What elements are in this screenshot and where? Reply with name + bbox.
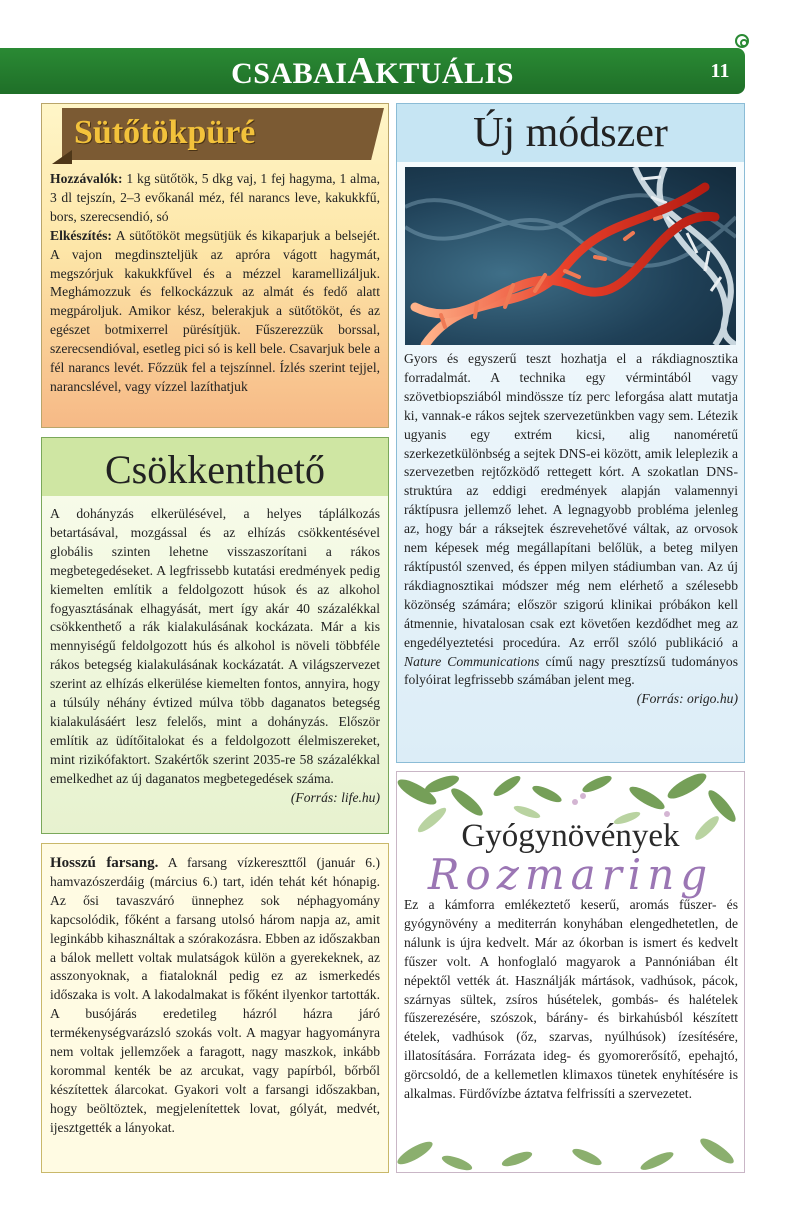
new-method-source: (Forrás: origo.hu) [636,691,738,707]
herbs-body: Ez a kámforra emlékeztető keserű, aromás fűszer- és gyógynövény a mediterrán konyhában elengedhetetlen, de nálunk is újra kedvelt. Már az ókorban is ismert és kedvelt fűszer volt. A honfoglaló magyarok a Pannóniában élt népektől vették át. Használják mártások, vadhúsok, pácok, szárnyas sültek, zsíros húsételek, gombás- és halételek fűszerezésére, szószok, bárány- és birkahúsból készített ételek, vadhúsok (őz, szarvas, nyúlhúsok) ízesítésére, illatosítására. Forrázata ideg- és gyomorerősítő, epehajtó, görcsoldó, de a kellemetlen klimaxos tünetek enyhítésére is alkalmas. Fürdővízbe áztatva felfrissíti a szervezetet. [404,897,738,1102]
carnival-body: Hosszú farsang. A farsang vízkereszttől (január 6.) hamvazószerdáig (március 6.) tart, idén tehát két hónapig. Az ősi tavaszváró ünnephez sok néphagyomány kapcsolódik, főként a farsang utolsó három napja az, amit leginkább kihasználtak a szórakozásra. Ebben az időszakban a bálok mellett voltak mulatságok külön a gyerekeknek, az asszonyoknak, a fiataloknál pedig ez az ismerkedés időszaka is volt. A lakodalmakat is főként ilyenkor tartották. A busójárás eredetileg házról házra járó termékenységvarázsló szokás volt. A magyar hagyományra nem voltak jellemzőek a faragott, nagy maszkok, inkább korommal kenték be az arcukat, vagy papírból, bőrből készítettek álarcokat. Gyakori volt a farsangi időszakban, hogy beöltöztek, megjelenítettek lovat, gólyát, medvét, ijesztgették a lányokat. [50,855,380,1135]
reduce-title: Csökkenthető [105,447,325,492]
herbs-title: Gyógynövények [461,818,680,854]
method: A sütőtököt megsütjük és kikaparjuk a belsejét. A vajon megdinszteljük az apróra vágott hagymát, megszórjuk kakukkfűvel és a mézzel karamellizáljuk. Meghámozzuk és felkockázzuk az almát és fedő alatt megpároljuk. Amikor kész, belerakjuk a sütőtököt, és az egészet botmixerrel pürésítjük. Fűszerezzük borssal, szerecsendióval, esetleg pici só is kell bele. Csavarjuk bele a fél narancs levét. Főzzük fel a tejszínnel. Ízlés szerint tejjel, narancslével, vagy vízzel lazíthatjuk [50,227,380,394]
dna-image [405,167,736,345]
herbs-subtitle: Rozmaring [427,850,714,899]
page-number: 11 [710,60,730,82]
reduce-body: A dohányzás elkerülésével, a helyes táplálkozás betartásával, mozgással és az elhízás csökkentésével globális szinten lehetne visszaszorítani a rákos megbetegedéseket. A legfrissebb kutatási eredmények pedig kiemelten említik a feldolgozott húsok és az alkohol fogyasztásának elhagyását, mert így akár 40 százalékkal csökkenthető a rák kialakulásának kockázata. Már a kis mennyiségű feldolgozott hús és alkohol is növeli többféle rákos betegség kialakulásának kockázatát. A világszervezet szerint az elhízás elkerülése kiemelten fontos, annyira, hogy a túlsúly néhány évtized múlva több daganatos betegség kialakulásáért lesz felelős, mint a dohányzás. Először említik az üdítőitalokat és a feldolgozott élelmiszereket, mint rizikófaktort. Szakértők szerint 2035-re 58 százalékkal emelkedhet az új daganatos megbetegedések száma. (Forrás: life.hu) [50,505,380,808]
new-method-title: Új módszer [473,110,668,156]
recipe-text [50,170,380,397]
swirl-icon [735,34,749,48]
dna-helix-icon [405,167,736,345]
leaves-bottom-decoration-icon [397,1113,744,1172]
recipe-title: Sütőtökpüré [74,114,256,151]
ingredients-label: Hozzávalók: [50,171,123,186]
method-label: Elkészítés: [50,227,112,243]
journal-name: Nature Communications [404,653,540,669]
ingredients: 1 kg sütőtök, 5 dkg vaj, 1 fej hagyma, 1 alma, 3 dl tejszín, 2–3 evőkanál méz, fél narancs leve, kakukkfű, bors, szerecsendió, só [50,171,380,224]
masthead: CSABAIAKTUÁLIS [231,50,514,92]
reduce-source: (Forrás: life.hu) [290,789,380,805]
carnival-lead: Hosszú farsang. [50,855,159,871]
new-method-body: Gyors és egyszerű teszt hozhatja el a rákdiagnosztika forradalmát. A technika egy vérmintából vagy szövetbiopsziából mindössze tíz perc leforgása alatt mutatja ki, vannak-e rákos sejtek szervezetünkben vagy sem. Létezik ugyanis egy extrém kicsi, alig nanoméretű szerkezetkülönbség a sejtek DNS-ei között, amik leleplezik a szervezetben rejtőzködő rettegett kórt. A szokatlan DNS-struktúra az eddigi eredmények alapján valamennyi ráktípusra jellemző lehet. A legnagyobb probléma jelenleg az, hogy bár a ráksejtek észrevehetővé váltak, az orvosok nem képesek még megállapítani belőlük, a beteg milyen ráktípustól szenved, és éppen milyen stádiumban van. Az új rákdiagnosztikai módszer még nem elérhető a szélesebb közönség számára; először szigorú klinikai próbákon kell átmennie, hivatalosan csak ezt követően kezdődhet meg az engedélyeztetési procedúra. Az erről szóló publikáció a Nature Communications című nagy presztízsű tudományos folyóirat legfrissebb számában jelent meg. (Forrás: origo.hu) [404,350,738,709]
